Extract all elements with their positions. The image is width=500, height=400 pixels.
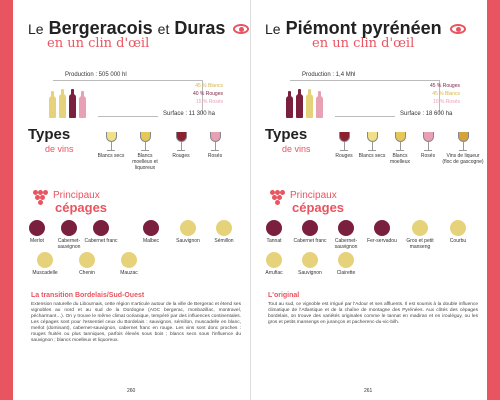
split-rose: 15 % Rosés [196,99,223,105]
grape-cabernet-sauvignon: Cabernet-sauvignon [51,220,87,250]
red-glass-icon [339,132,350,142]
left-surface: Surface : 11 300 ha [163,111,215,117]
right-page-number: 261 [364,388,373,394]
white-glass-icon [140,132,151,142]
grape-malbec: Malbec [133,220,169,244]
red-bottle-icon [69,94,76,118]
glass-blancs-secs: Blancs secs [356,132,388,159]
glass-blancs-secs: Blancs secs [95,132,127,159]
split-red: 40 % Rouges [192,91,223,97]
left-grapes-title-a: Principaux [53,190,100,201]
grape-tannat: Tannat [256,220,292,244]
split-rose: 10 % Rosés [433,99,460,105]
white-glass-icon [106,132,117,142]
grape-sauvignon: Sauvignon [292,252,328,276]
right-article-text: Tout au sud, ce vignoble est irrigué par l'Adour et ses affluents. Il est soumis à la double influence climatique de l'Atlantique et de la chaîne de montagne des Pyrénées. Aux côtés des cépages bordelais, on trouve des variétés originales comme le tannat en madiran et en irouléguy, ou les gros et petits mansengs en jurançon et pacherenc-du-vic-bilh. [268,302,478,325]
right-production: Production : 1,4 Mhl [302,72,356,78]
split-white: 45 % Blancs [195,83,223,89]
white-bottle-icon [59,94,66,118]
right-article-title: L'original [268,292,300,299]
left-title: Le Bergeracois et Duras [28,18,249,39]
left-split [163,82,223,106]
rose-glass-icon [423,132,434,142]
grape-sauvignon: Sauvignon [170,220,206,244]
right-surface: Surface : 18 600 ha [400,111,453,117]
white-glass-icon [367,132,378,142]
red-glass-icon [176,132,187,142]
split-red: 45 % Rouges [429,83,460,89]
right-edge-bar [487,0,500,400]
grape-cabernet-franc: Cabernet franc [292,220,328,244]
left-article-title: La transition Bordelais/Sud-Ouest [31,292,145,299]
grape-fer-servadou: Fer-servadou [364,220,400,244]
right-grapes-title-b: cépages [292,200,345,215]
left-types-title: Types [28,126,71,143]
eye-icon [450,24,466,34]
right-page [250,0,487,400]
right-types-title: Types [265,126,308,143]
grape-merlot: Merlot [19,220,55,244]
glass-rouges: Rouges [165,132,197,159]
grape-arrufiac: Arrufiac [256,252,292,276]
grape-courbu: Courbu [440,220,476,244]
liqueur-glass-icon [458,132,469,142]
right-surface-line [335,116,395,117]
right-bottles [286,82,336,118]
white-glass-icon [395,132,406,142]
grape-icon [33,190,47,206]
glass-rouges: Rouges [328,132,360,159]
left-page [13,0,250,400]
glass-roses: Rosés [412,132,444,159]
right-grapes-title-a: Principaux [290,190,337,201]
left-types-sub: de vins [45,144,74,154]
grape-semillon: Sémillon [206,220,242,244]
rose-bottle-icon [316,96,323,118]
left-bottles [49,82,99,118]
rose-glass-icon [210,132,221,142]
grape-cabernet-franc: Cabernet franc [83,220,119,244]
eye-icon [233,24,249,34]
left-page-number: 260 [127,388,136,394]
white-bottle-icon [306,94,313,118]
split-white: 45 % Blancs [432,91,460,97]
glass-blancs-moelleux: Blancs moelleux et liquoreux [129,132,161,171]
grape-gros-petit-manseng: Gros et petit manseng [402,220,438,250]
left-article-text: Extension naturelle du Libournais, cette région s'articule autour de la ville de Bergerac et étend ses vignobles au nord et au sud de la Dordogne (AOC bergerac, monbazillac, montravel, pécharmant…). On y trouve le même climat océanique, tempéré par des influences continentales. Les cépages sont pour l'essentiel ceux du Bordelais : sauvignon, sémillon, muscadelle en blanc, merlot (dominant), cabernet-sauvignon, cabernet franc en rouge. Les vins sont donc proches : rouges fruités ou plus tanniques, parfois élevés sous bois ; blancs secs sous l'influence du sauvignon ; blancs moelleux et liquoreux. [31,302,241,343]
glass-roses: Rosés [199,132,231,159]
red-bottle-icon [286,96,293,118]
right-types-sub: de vins [282,144,311,154]
right-subtitle: en un clin d'œil [312,36,415,51]
grape-mauzac: Mauzac [111,252,147,276]
grape-chenin: Chenin [69,252,105,276]
glass-blancs-moelleux: Blancs moelleux [384,132,416,165]
white-bottle-icon [49,96,56,118]
left-surface-line [98,116,158,117]
left-subtitle: en un clin d'œil [47,36,150,51]
left-grapes-title-b: cépages [55,200,108,215]
red-bottle-icon [296,94,303,118]
right-split [400,82,460,106]
left-production: Production : 505 000 hl [65,72,127,78]
left-edge-bar [0,0,13,400]
grape-clairette: Clairette [328,252,364,276]
grape-cabernet-sauvignon: Cabernet-sauvignon [328,220,364,250]
glass-vins-de-liqueur: Vins de liqueur (floc de gascogne) [442,132,484,165]
grape-icon [270,190,284,206]
grape-muscadelle: Muscadelle [27,252,63,276]
right-title: Le Piémont pyrénéen [265,18,466,39]
rose-bottle-icon [79,96,86,118]
